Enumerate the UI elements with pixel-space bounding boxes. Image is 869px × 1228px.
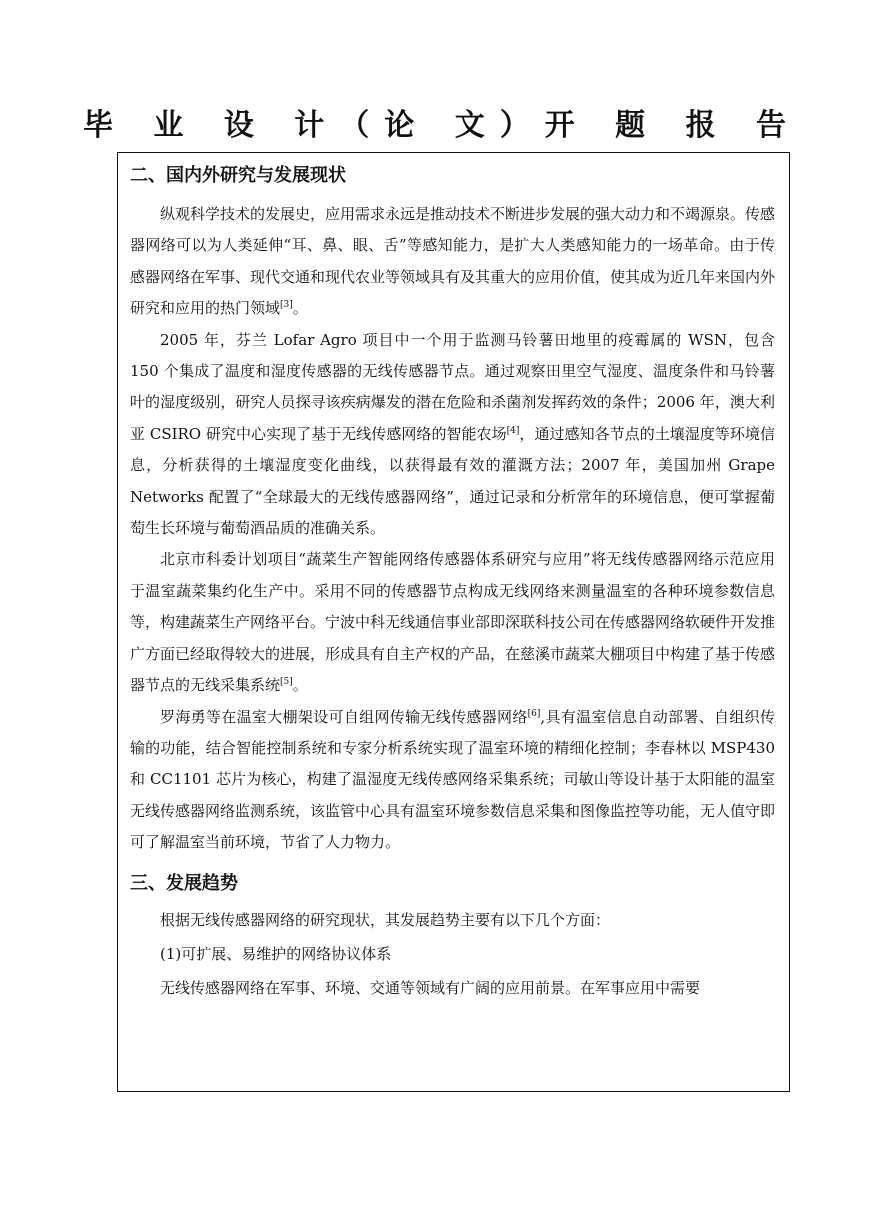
citation-reference: [4]	[506, 425, 520, 436]
paragraph-text: 2005 年，芬兰 Lofar Agro 项目中一个用于监测马铃薯田地里的疫霉属的 WSN，包含 150 个集成了温度和湿度传感器的无线传感器节点。通过观察田里空气湿度、温度条件和马铃薯叶的湿度级别，研究人员探寻该疾病爆发的潜在危险和杀菌剂发挥药效的条件；2006 年，澳大利亚 CSIRO 研究中心实现了基于无线传感网络的智能农场	[130, 330, 775, 443]
paragraph-text: (1)可扩展、易维护的网络协议体系	[160, 944, 392, 963]
paragraph-text: ,具有温室信息自动部署、自组织传输的功能，结合智能控制系统和专家分析系统实现了温室环境的精细化控制；李春林以 MSP430 和 CC1101 芯片为核心，构建了温湿度无线传感网络采集系统；司敏山等设计基于太阳能的温室无线传感器网络监测系统，该监管中心具有温室环境参数信息采集和图像监控等功能，无人值守即可了解温室当前环境，节省了人力物力。	[130, 707, 776, 852]
report-content-box	[117, 152, 790, 1092]
paragraph-text: 。	[292, 676, 308, 695]
paragraph	[130, 199, 775, 325]
paragraph	[130, 544, 775, 701]
paragraph-text: ，通过感知各节点的土壤湿度等环境信息，分析获得的土壤湿度变化曲线，以获得最有效的灌溉方法；2007 年，美国加州 Grape Networks 配置了“全球最大的无线传感器网络”，通过记录和分析常年的环境信息，便可掌握葡萄生长环境与葡萄酒品质的准确关系。	[130, 424, 775, 538]
paragraph	[130, 939, 775, 970]
citation-reference: [5]	[280, 677, 293, 688]
report-content	[130, 159, 775, 1005]
document-title: 毕 业 设 计（论 文）开 题 报 告	[82, 108, 802, 143]
paragraph-text: 北京市科委计划项目“蔬菜生产智能网络传感器体系研究与应用”将无线传感器网络示范应用于温室蔬菜集约化生产中。采用不同的传感器节点构成无线网络来测量温室的各种环境参数信息等，构建蔬菜生产网络平台。宁波中科无线通信事业部即深联科技公司在传感器网络软硬件开发推广方面已经取得较大的进展，形成具有自主产权的产品，在慈溪市蔬菜大棚项目中构建了基于传感器节点的无线采集系统	[130, 550, 776, 695]
paragraph-text: 。	[292, 299, 308, 318]
paragraph	[130, 973, 775, 1004]
paragraph-text: 无线传感器网络在军事、环境、交通等领域有广阔的应用前景。在军事应用中需要	[160, 979, 701, 998]
paragraph-text: 纵观科学技术的发展史，应用需求永远是推动技术不断进步发展的强大动力和不竭源泉。传感器网络可以为人类延伸“耳、鼻、眼、舌”等感知能力，是扩大人类感知能力的一场革命。由于传感器网络在军事、现代交通和现代农业等领域具有及其重大的应用价值，使其成为近几年来国内外研究和应用的热门领域	[130, 205, 776, 318]
paragraph	[130, 702, 775, 859]
citation-reference: [6]	[527, 708, 541, 719]
section-heading: 三、发展趋势	[130, 872, 238, 894]
paragraph	[130, 905, 775, 936]
section-heading: 二、国内外研究与发展现状	[130, 165, 346, 186]
paragraph-text: 根据无线传感器网络的研究现状，其发展趋势主要有以下几个方面：	[160, 910, 611, 929]
paragraph	[130, 325, 775, 545]
paragraph-text: 罗海勇等在温室大棚架设可自组网传输无线传感器网络	[160, 707, 528, 726]
citation-reference: [3]	[280, 300, 293, 311]
